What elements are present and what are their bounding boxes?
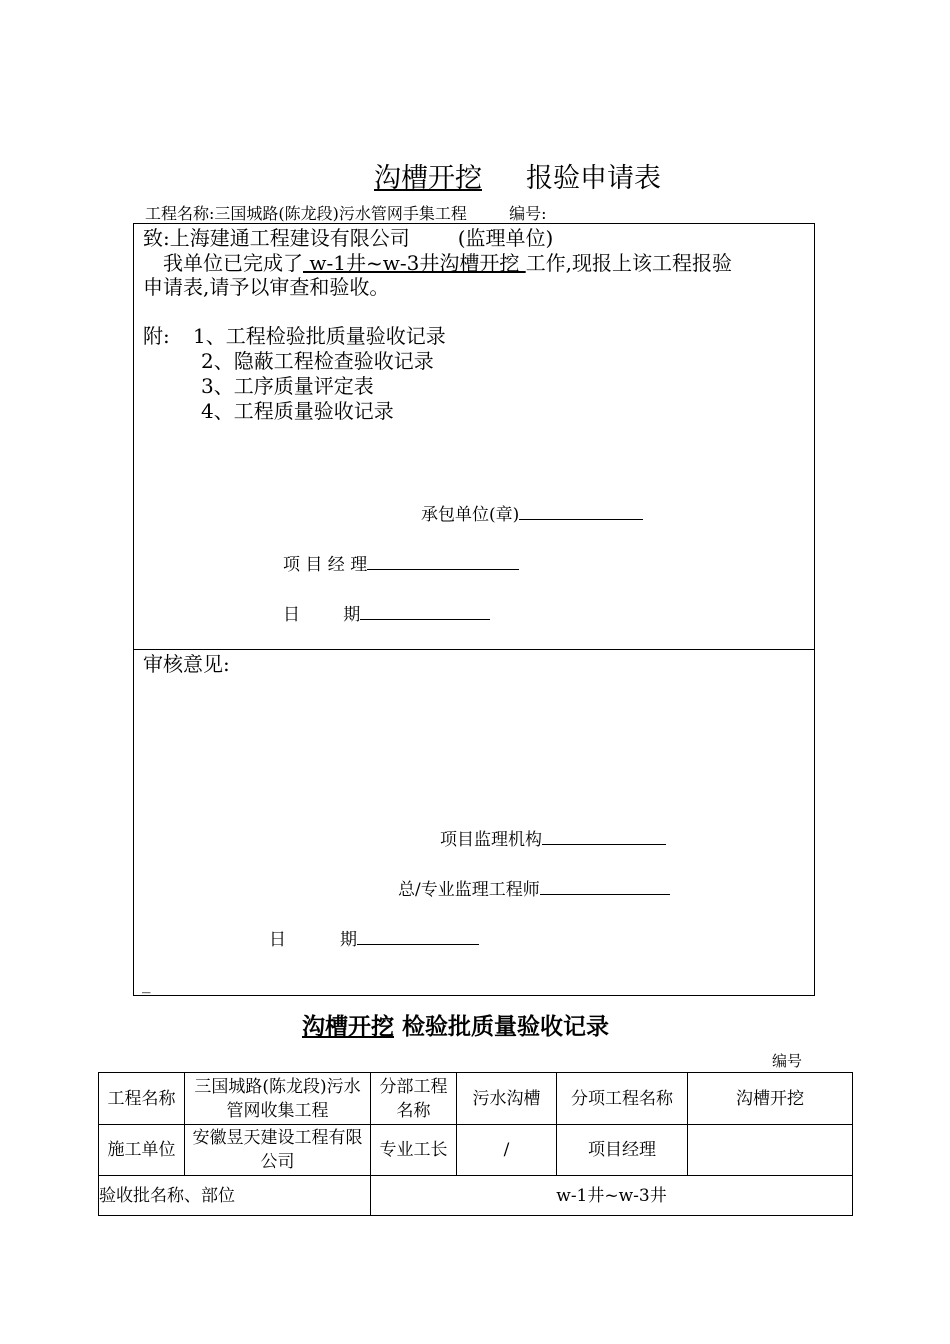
batch-label: 验收批名称、部位 <box>99 1185 235 1206</box>
supervision-org-label: 项目监理机构 <box>440 830 542 850</box>
table-row <box>99 1125 853 1176</box>
form-title <box>330 156 661 195</box>
date-line <box>360 601 490 620</box>
manager-signature <box>283 550 519 575</box>
subitem-value-cell: 沟槽开挖 <box>688 1073 853 1125</box>
project-name-label-cell: 工程名称 <box>99 1073 185 1125</box>
attachment-4: 4、工程质量验收记录 <box>201 399 394 423</box>
chief-engineer-signature <box>398 875 670 900</box>
addressee-line <box>143 226 553 250</box>
application-form-box <box>133 223 815 996</box>
form-title-suffix: 报验申请表 <box>526 163 661 194</box>
date-signature <box>283 600 490 625</box>
record-title <box>302 1008 609 1041</box>
contractor-value-cell: 安徽昱天建设工程有限公司 <box>185 1125 371 1176</box>
supervision-org-line <box>542 826 666 845</box>
contractor-label: 承包单位(章) <box>421 505 520 525</box>
record-title-item: 沟槽开挖 <box>302 1014 394 1040</box>
review-date-label: 日 期 <box>269 930 358 950</box>
body-line-2: 申请表,请予以审查和验收。 <box>143 275 390 299</box>
form-divider <box>134 649 814 650</box>
manager-label-cell: 项目经理 <box>557 1125 688 1176</box>
manager-label: 项 目 经 理 <box>283 555 368 575</box>
foreman-label-cell: 专业工长 <box>371 1125 457 1176</box>
attachment-2: 2、隐蔽工程检查验收记录 <box>201 349 434 373</box>
record-table <box>98 1072 853 1216</box>
to-label: 致: <box>143 226 170 250</box>
review-date-line <box>357 926 479 945</box>
body-suffix: 工作,现报上该工程报验 <box>525 251 733 275</box>
date-label: 日 期 <box>283 605 361 625</box>
foreman-value-cell: / <box>457 1125 557 1176</box>
attachment-3: 3、工序质量评定表 <box>201 374 374 398</box>
record-number-label: 编号 <box>772 1052 803 1070</box>
attachment-1: 1、工程检验批质量验收记录 <box>193 324 446 348</box>
to-company: 上海建通工程建设有限公司 <box>169 226 410 250</box>
contractor-label-cell: 施工单位 <box>99 1125 185 1176</box>
batch-value-cell: w-1井~w-3井 <box>371 1176 853 1216</box>
body-line-1 <box>143 251 732 275</box>
body-prefix: 我单位已完成了 <box>163 251 303 275</box>
attach-label: 附: <box>143 324 170 348</box>
table-row <box>99 1176 853 1216</box>
manager-signature-line <box>367 551 519 570</box>
batch-label-cell <box>99 1176 371 1216</box>
division-label-cell: 分部工程名称 <box>371 1073 457 1125</box>
contractor-signature <box>421 500 643 525</box>
table-row <box>99 1073 853 1125</box>
division-value-cell: 污水沟槽 <box>457 1073 557 1125</box>
chief-engineer-line <box>540 876 670 895</box>
record-title-suffix: 检验批质量验收记录 <box>394 1014 610 1040</box>
project-meta-line <box>145 201 547 224</box>
bottom-mark: _ <box>142 974 151 994</box>
review-date-signature <box>269 925 479 950</box>
supervision-org-signature <box>440 825 666 850</box>
to-role: (监理单位) <box>457 226 554 250</box>
project-name: 三国城路(陈龙段)污水管网手集工程 <box>214 204 467 223</box>
contractor-signature-line <box>519 501 643 520</box>
number-label: 编号: <box>509 204 547 223</box>
form-title-item: 沟槽开挖 <box>374 163 482 194</box>
subitem-label-cell: 分项工程名称 <box>557 1073 688 1125</box>
review-label: 审核意见: <box>143 652 230 676</box>
project-label: 工程名称: <box>145 204 215 223</box>
body-work: w-1井~w-3井沟槽开挖 <box>303 251 526 275</box>
project-name-value-cell: 三国城路(陈龙段)污水管网收集工程 <box>185 1073 371 1125</box>
manager-value-cell <box>688 1125 853 1176</box>
chief-engineer-label: 总/专业监理工程师 <box>398 880 540 900</box>
